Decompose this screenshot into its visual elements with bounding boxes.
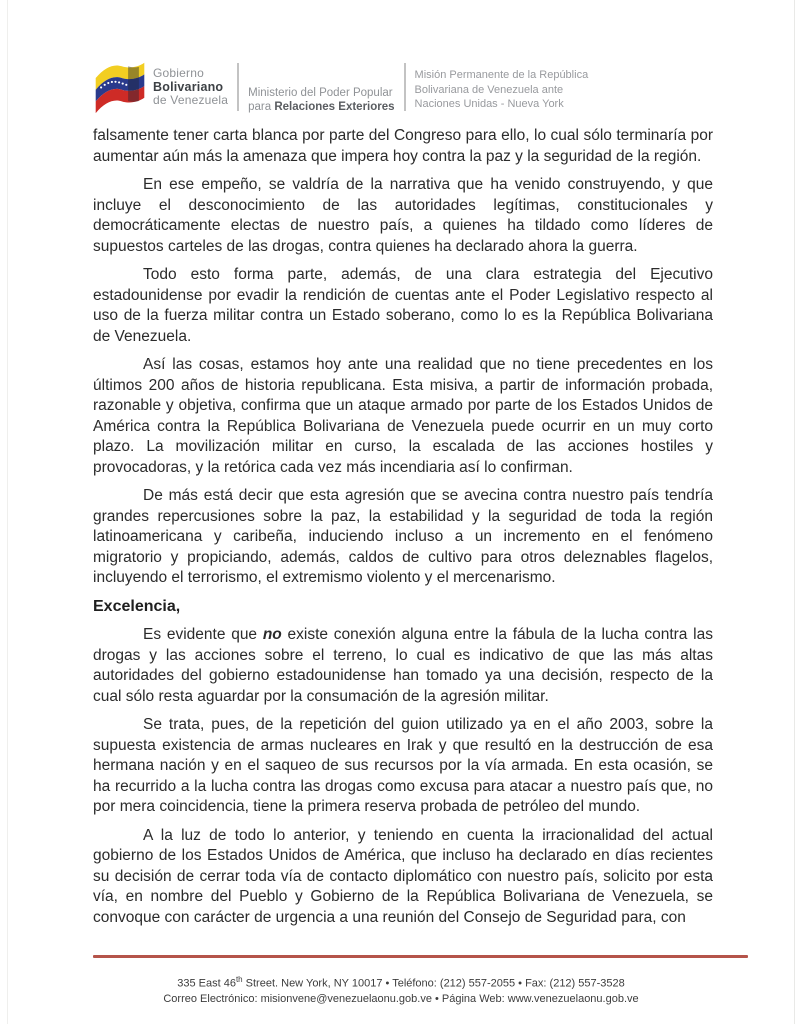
footer-rule (93, 955, 748, 958)
paragraph-6-start: Es evidente que (143, 626, 263, 643)
paragraph-1: falsamente tener carta blanca por parte del Congreso para ello, lo cual sólo terminaría por aumentar aún más la amenaza que impera hoy contra la paz y la seguridad de la región. (93, 127, 713, 165)
ministry-block (248, 87, 394, 116)
ministry-line-1: Ministerio del Poder Popular (248, 87, 393, 99)
mission-block (415, 58, 589, 116)
brand-line-bolivariano: Bolivariano (153, 79, 224, 94)
brand-line-de-venezuela: de Venezuela (153, 93, 229, 107)
paragraph-5: De más está decir que esta agresión que se avecina contra nuestro país tendría grandes repercusiones sobre la paz, la estabilidad y la seguridad de toda la región latinoamericana y caribeña, induciendo incluso a un incremento en el fenómeno migratorio y propiciando, además, caldos de cultivo para otros deleznables flagelos, incluyendo el terrorismo, el extremismo violento y el mercenarismo. (93, 487, 713, 586)
footer-address-ordinal: th (235, 975, 243, 984)
letterhead (93, 58, 588, 116)
paragraph-2: En ese empeño, se valdría de la narrativa que ha venido construyendo, y que incluye el desconocimiento de las autoridades legítimas, constitucionales y democráticamente electas de nuestro país, a quienes ha tildado como líderes de supuestos carteles de las drogas, contra quienes ha declarado ahora la guerra. (93, 176, 713, 255)
ministry-line-2-bold: Relaciones Exteriores (274, 100, 395, 113)
salutation: Excelencia, (93, 597, 181, 615)
paragraph-4: Así las cosas, estamos hoy ante una realidad que no tiene precedentes en los últimos 200 años de historia republicana. Esta misiva, a partir de información probada, razonable y objetiva, confirma que un ataque armado por parte de los Estados Unidos de América contra la República Bolivariana de Venezuela puede ocurrir en un muy corto plazo. La movilización militar en curso, la escalada de las acciones hostiles y provocadoras, y la retórica cada vez más incendiaria así lo confirman. (93, 356, 713, 476)
footer-contact: Correo Electrónico: misionvene@venezuelaonu.gob.ve • Página Web: www.venezuelaonu.gob.ve (163, 993, 639, 1006)
mission-line-2: Bolivariana de Venezuela ante (414, 83, 564, 96)
venezuela-flag-icon (93, 58, 147, 116)
header-divider-1 (237, 63, 239, 111)
header-divider-2 (404, 63, 406, 111)
government-brand (153, 58, 228, 116)
paragraph-6-emphasis: no (262, 626, 282, 643)
footer-address (0, 972, 802, 992)
footer (0, 972, 802, 1008)
paragraph-7: Se trata, pues, de la repetición del guion utilizado ya en el año 2003, sobre la supuesta existencia de armas nucleares en Irak y que resultó en la destrucción de esa hermana nación y en el saqueo de sus recursos por la vía armada. En esta ocasión, se ha recurrido a la lucha contra las drogas como excusa para atacar a nuestro país que, no por mera coincidencia, tiene la primera reserva probada de petróleo del mundo. (93, 716, 713, 815)
mission-line-3: Naciones Unidas - Nueva York (414, 98, 564, 110)
paragraph-8: A la luz de todo lo anterior, y teniendo en cuenta la irracionalidad del actual gobierno de los Estados Unidos de América, que incluso ha declarado en días recientes su decisión de cerrar toda vía de contacto diplomático con nuestro país, solicito por esta vía, en nombre del Pueblo y Gobierno de la República Bolivariana de Venezuela, se convoque con carácter de urgencia a una reunión del Consejo de Seguridad para, con (93, 826, 713, 926)
scan-edge-left (7, 0, 8, 1024)
footer-address-start: 335 East 46 (177, 977, 236, 990)
ministry-line-2-prefix: para (248, 100, 275, 113)
footer-address-end: Street. New York, NY 10017 • Teléfono: (212) 557-2055 • Fax: (212) 557-3528 (242, 977, 625, 990)
scan-edge-right (794, 0, 795, 1024)
mission-line-1: Misión Permanente de la República (414, 69, 589, 81)
paragraph-6-end: existe conexión alguna entre la fábula de la lucha contra las drogas y las acciones sobre el terreno, lo cual es indicativo de que las más altas autoridades del gobierno estadounidense han tomado ya una decisión, respecto de la cual sólo resta aguardar por la consumación de la agresión militar. (93, 626, 713, 705)
paragraph-6 (93, 625, 713, 707)
ministry-line-2 (248, 101, 394, 115)
paragraph-3: Todo esto forma parte, además, de una clara estrategia del Ejecutivo estadounidense por evadir la rendición de cuentas ante el Poder Legislativo respecto al uso de la fuerza militar contra un Estado soberano, como lo es la República Bolivariana de Venezuela. (93, 266, 713, 345)
brand-line-gobierno: Gobierno (153, 66, 204, 80)
letter-body (93, 126, 713, 936)
